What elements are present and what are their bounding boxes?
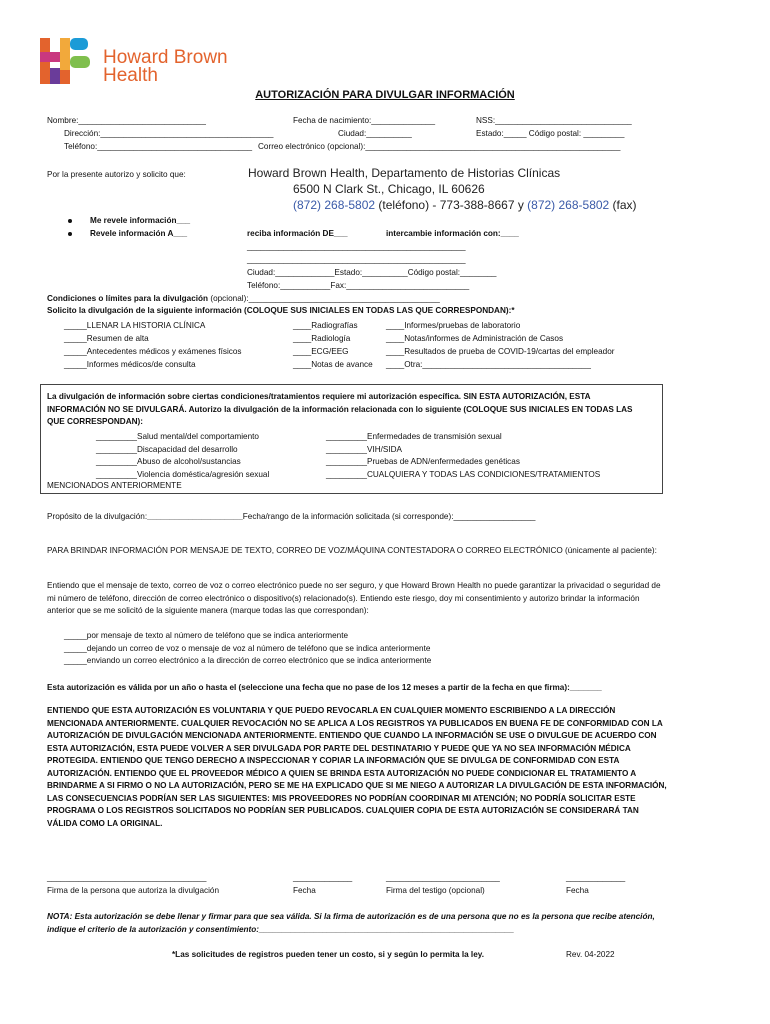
- check-item[interactable]: _____LLENAR LA HISTORIA CLÍNICA: [64, 321, 206, 330]
- nacimiento-field[interactable]: Fecha de nacimiento:______________: [293, 116, 436, 125]
- check-item[interactable]: _________Pruebas de ADN/enfermedades genéticas: [326, 457, 520, 467]
- option-revele-info[interactable]: Me revele información___: [68, 216, 190, 225]
- autorizo-label: Por la presente autorizo y solicito que:: [47, 170, 186, 179]
- option-reciba[interactable]: reciba información DE___: [247, 229, 348, 238]
- box-right-col: [326, 431, 600, 481]
- fecha1-label: Fecha: [293, 886, 316, 895]
- testigo-line[interactable]: _________________________: [386, 873, 500, 882]
- option-revele-a[interactable]: Revele información A___: [68, 229, 187, 238]
- nss-field[interactable]: NSS:______________________________: [476, 116, 632, 125]
- phone-row[interactable]: Teléfono:___________Fax:___________________________: [247, 281, 470, 290]
- check-item[interactable]: _____Resumen de alta: [64, 334, 149, 343]
- page-title: AUTORIZACIÓN PARA DIVULGAR INFORMACIÓN: [255, 89, 515, 101]
- option-intercambie[interactable]: intercambie información con:____: [386, 229, 519, 238]
- method-option[interactable]: _____por mensaje de texto al número de teléfono que se indica anteriormente: [64, 631, 349, 640]
- method-option[interactable]: _____dejando un correo de voz o mensaje de voz al número de teléfono que se indica anteriormente: [64, 643, 431, 653]
- dest-phones: (872) 268-5802 (teléfono) - 773-388-8667 y (872) 268-5802 (fax): [293, 198, 637, 212]
- dest-line2: 6500 N Clark St., Chicago, IL 60626: [293, 182, 485, 196]
- nombre-field[interactable]: Nombre:____________________________: [47, 116, 206, 125]
- metodos-list: [64, 630, 431, 668]
- texto-header: PARA BRINDAR INFORMACIÓN POR MENSAJE DE TEXTO, CORREO DE VOZ/MÁQUINA CONTESTADORA O CORREO ELECTRÓNICO (únicamente al paciente):: [47, 546, 657, 555]
- nota-field[interactable]: NOTA: Esta autorización se debe llenar y firmar para que sea válida. Si la firma de autorización es de una persona que no es la persona que recibe atención, indique el criterio de la autorización y consentimiento:________________________________________________________: [47, 912, 655, 934]
- bullet-icon: [68, 219, 72, 223]
- direccion-field[interactable]: Dirección:______________________________________: [64, 129, 274, 138]
- logo-name-line1: Howard Brown: [103, 47, 228, 68]
- check-item[interactable]: _____Antecedentes médicos y exámenes físicos: [64, 347, 242, 356]
- firma-label: Firma de la persona que autoriza la divulgación: [47, 886, 220, 895]
- check-item[interactable]: ____Notas de avance: [293, 360, 373, 369]
- check-item[interactable]: ____Informes/pruebas de laboratorio: [386, 321, 521, 330]
- revision-label: Rev. 04-2022: [566, 950, 615, 959]
- check-item[interactable]: _________Discapacidad del desarrollo: [96, 444, 238, 454]
- condiciones-field[interactable]: Condiciones o límites para la divulgación (opcional):__________________________________________: [47, 294, 440, 303]
- entiendo-paragraph: Entiendo que el mensaje de texto, correo de voz o correo electrónico puede no ser seguro, y que Howard Brown Health no puede garantizar la privacidad o seguridad de mi número de teléfono, dirección de correo electrónico o dispositivo(s) relacionado(s). Entiendo este riesgo, doy mi consentimiento y autorizo brindar la información anterior que se me solicitó de la siguiente manera (marque todas las que correspondan):: [47, 581, 661, 616]
- correo-field[interactable]: Correo electrónico (opcional):________________________________________________________: [258, 142, 621, 151]
- check-item[interactable]: _________VIH/SIDA: [326, 444, 403, 454]
- address-line-b[interactable]: ________________________________________________: [247, 255, 466, 264]
- box-left-col: [96, 431, 269, 481]
- ciudad-field[interactable]: Ciudad:__________: [338, 129, 412, 138]
- check-item[interactable]: ____Radiografías: [293, 321, 358, 330]
- proposito-field[interactable]: Propósito de la divulgación:_____________________Fecha/rango de la información solicitada (si corresponde):__________________: [47, 512, 536, 521]
- check-item[interactable]: ____Notas/informes de Administración de Casos: [386, 334, 564, 343]
- estado-field[interactable]: Estado:_____ Código postal: _________: [476, 129, 625, 138]
- firma-line[interactable]: ___________________________________: [47, 873, 207, 882]
- telefono-field[interactable]: Teléfono:__________________________________: [64, 142, 253, 151]
- fecha2-line[interactable]: _____________: [566, 873, 626, 882]
- city-row[interactable]: Ciudad:_____________Estado:__________Código postal:________: [247, 268, 497, 277]
- logo-name-line2: Health: [103, 65, 158, 86]
- check-item[interactable]: ____Radiología: [293, 334, 351, 343]
- phone-link-2[interactable]: (872) 268-5802: [527, 198, 610, 212]
- howard-brown-logo-icon: [40, 38, 96, 84]
- check-item[interactable]: _________Salud mental/del comportamiento: [96, 432, 259, 441]
- solicito-col3: [386, 319, 614, 371]
- check-item[interactable]: _________Enfermedades de transmisión sexual: [326, 432, 502, 441]
- phone-link-1[interactable]: (872) 268-5802: [293, 198, 376, 212]
- costo-note: *Las solicitudes de registros pueden tener un costo, si y según lo permita la ley.: [172, 950, 484, 959]
- box-text: La divulgación de información sobre ciertas condiciones/tratamientos requiere mi autorización específica. SIN ESTA AUTORIZACIÓN, ESTA INFORMACIÓN NO SE DIVULGARÁ. Autorizo la divulgación de la información relacionada con lo siguiente (COLOQUE SUS INICIALES EN TODAS LAS QUE CORRESPONDAN):: [47, 392, 633, 426]
- check-item[interactable]: ____Otra:_____________________________________: [386, 360, 591, 369]
- fecha1-line[interactable]: _____________: [293, 873, 353, 882]
- voluntaria-paragraph: ENTIENDO QUE ESTA AUTORIZACIÓN ES VOLUNTARIA Y QUE PUEDO REVOCARLA EN CUALQUIER MOMENTO ESCRIBIENDO A LA DIRECCIÓN MENCIONADA ANTERIORMENTE. CUALQUIER REVOCACIÓN NO SE APLICA A LOS REGISTROS YA PUBLICADOS EN BUENA FE DE CONFORMIDAD CON LA AUTORIZACIÓN DE DIVULGACIÓN MENCIONADA ANTERIORMENTE. ENTIENDO QUE CUANDO LA INFORMACIÓN SE USE O DIVULGUE DE ACUERDO CON ESTA AUTORIZACIÓN, ESTA PUEDE VOLVER A SER DIVULGADA POR PARTE DEL DESTINATARIO Y PUEDE QUE YA NO SEA INFORMACIÓN MÉDICA PROTEGIDA. ENTIENDO QUE TENGO DERECHO A INSPECCIONAR Y COPIAR LA INFORMACIÓN QUE SE DIVULGA DE CONFORMIDAD CON ESTA AUTORIZACIÓN. ENTIENDO QUE EL PROVEEDOR MÉDICO A QUIEN SE BRINDA ESTA AUTORIZACIÓN NO PUEDE CONDICIONAR EL TRATAMIENTO A BRINDARME A SI FIRMO O NO LA AUTORIZACIÓN, PERO SE ME HA EXPLICADO QUE SI ME NIEGO A AUTORIZAR LA DIVULGACIÓN DE ESTA INFORMACIÓN, LAS CONSECUENCIAS PODRÍAN SER LAS SIGUIENTES: MIS PROVEEDORES NO PODRÍAN COORDINAR MI ATENCIÓN; NO PODRÍA SOLICITAR ESTE PROGRAMA O LOS REGISTROS SOLICITADOS NO PODRÍAN SER PUBLICADOS. CUALQUIER COPIA DE ESTA AUTORIZACIÓN SE CONSIDERARÁ TAN VÁLIDA COMO LA ORIGINAL.: [47, 706, 667, 828]
- check-item[interactable]: _________Abuso de alcohol/sustancias: [96, 457, 241, 467]
- solicito-label: Solicito la divulgación de la siguiente información (COLOQUE SUS INICIALES EN TODAS LAS QUE CORRESPONDAN):*: [47, 306, 515, 315]
- check-item[interactable]: _________Violencia doméstica/agresión sexual: [96, 469, 270, 479]
- solicito-col2: [293, 319, 373, 371]
- testigo-label: Firma del testigo (opcional): [386, 886, 485, 895]
- address-line-a[interactable]: ________________________________________________: [247, 242, 466, 251]
- fecha2-label: Fecha: [566, 886, 589, 895]
- bullet-icon: [68, 232, 72, 236]
- valida-field[interactable]: Esta autorización es válida por un año o hasta el (seleccione una fecha que no pase de los 12 meses a partir de la fecha en que firma):_______: [47, 683, 602, 692]
- method-option[interactable]: _____enviando un correo electrónico a la dirección de correo electrónico que se indica anteriormente: [64, 656, 432, 666]
- check-item[interactable]: _________CUALQUIERA Y TODAS LAS CONDICIONES/TRATAMIENTOS: [326, 469, 601, 479]
- solicito-col1: [64, 319, 242, 371]
- box-tail: MENCIONADOS ANTERIORMENTE: [47, 481, 182, 490]
- dest-line1: Howard Brown Health, Departamento de Historias Clínicas: [248, 166, 561, 180]
- check-item[interactable]: ____ECG/EEG: [293, 347, 349, 356]
- check-item[interactable]: _____Informes médicos/de consulta: [64, 360, 196, 369]
- check-item[interactable]: ____Resultados de prueba de COVID-19/cartas del empleador: [386, 347, 615, 356]
